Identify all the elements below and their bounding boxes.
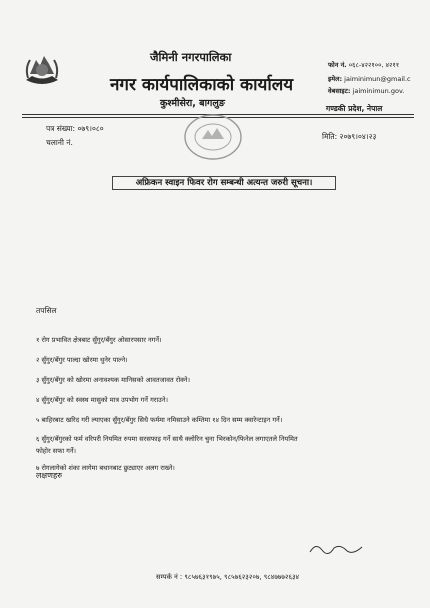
email-value: jaiminimun@gmail.c — [344, 75, 411, 83]
measure-item: ४ सुँगुर/बँगुर को स्वस्थ मासुको मात्र उपभोग गर्ने गराउने। — [36, 396, 168, 404]
phone-label: फोन नं. — [328, 61, 347, 69]
office-address: कुश्मीसेरा, बागलुङ — [160, 98, 225, 109]
letter-number: पत्र संख्या: ०७९।०८० — [46, 124, 104, 133]
symptoms-heading: लक्षणहरु — [36, 471, 62, 480]
measure-item: ७ रोगलागेको शंका लागेमा बथानबाट छुट्याएर अलग राख्ने। — [36, 464, 175, 472]
municipality-name: जैमिनी नगरपालिका — [150, 50, 232, 64]
measure-item: ५ बाहिरबाट खरिद गरी ल्याएका सुँगुर/बँगुर सिधै फर्ममा नमिसाउने कम्तिमा १४ दिन सम्म क्वारेन्टाइन गर्ने। — [36, 416, 283, 424]
measure-item-continued: फोहोर सफा गर्ने। — [36, 447, 77, 455]
email-label: इमेल: — [328, 75, 343, 83]
province-name: गण्डकी प्रदेश, नेपाल — [326, 104, 383, 113]
office-name: नगर कार्यपालिकाको कार्यालय — [110, 75, 294, 95]
phone-line — [328, 60, 399, 69]
phone-value: ०६८-४२२१००, ४२११ — [348, 61, 400, 69]
measure-item: २ सुँगुर/बँगुर पाल्दा खोरमा थुनेर पाल्ने। — [36, 356, 128, 364]
website-line — [328, 86, 404, 95]
nepal-emblem-icon — [22, 48, 62, 84]
notice-title: अफ्रिकन स्वाइन फिवर रोग सम्बन्धी अत्यन्त जरुरी सूचना। — [112, 176, 336, 190]
website-label: वेबसाइट: — [328, 87, 351, 95]
signature-icon — [306, 540, 370, 558]
measure-item: ६ सुँगुर/बँगुरको फर्म वरिपरी नियमित रुपमा सरसफाइ गर्ने साथै क्लोरिन चुना भिरकोन/फिनेल लगाएतले नियमित — [36, 435, 298, 443]
measure-item: १ रोग प्रभावित क्षेत्रबाट सुँगुर/बँगुर ओसारपसार नगर्ने। — [36, 336, 162, 344]
measure-item: ३ सुँगुर/बँगुर को खोरमा अनावश्यक मानिसको आवतजावत रोक्ने। — [36, 376, 190, 384]
website-value: jaiminimun.gov. — [352, 87, 405, 95]
letter-date: मिति: २०७९।०४।२३ — [322, 132, 377, 141]
office-stamp-icon — [182, 112, 244, 162]
contact-numbers: सम्पर्क नं : ९८५७६३१९७५, ९८५७६२३२०७, ९८४७७७२६३४ — [156, 573, 300, 581]
email-line — [328, 74, 411, 83]
details-heading: तपसिल — [36, 306, 57, 315]
dispatch-number: चलानी नं. — [46, 138, 73, 147]
